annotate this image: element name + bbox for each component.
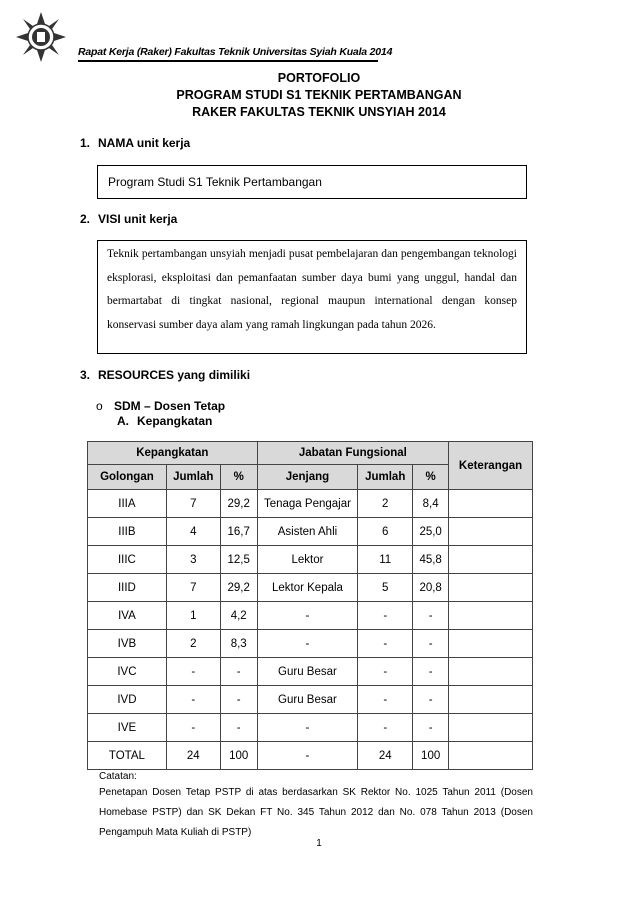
table-cell [449,630,533,658]
page-header [14,10,393,65]
table-cell: IIIB [88,518,167,546]
table-cell [449,714,533,742]
unit-name-value: Program Studi S1 Teknik Pertambangan [108,175,322,189]
title-line-1: PORTOFOLIO [277,71,361,85]
kepangkatan-heading [117,414,212,428]
table-cell: 1 [166,602,220,630]
table-cell: 24 [166,742,220,770]
table-cell: - [220,658,257,686]
section-1-number: 1. [80,136,91,150]
table-cell: Guru Besar [257,686,358,714]
table-cell: - [166,686,220,714]
table-cell: 2 [166,630,220,658]
table-row [88,518,533,546]
header-text: Rapat Kerja (Raker) Fakultas Teknik Universitas Syiah Kuala 2014 [78,46,393,58]
table-cell [449,546,533,574]
unit-name-box [97,165,527,199]
table-row [88,602,533,630]
table-cell: 7 [166,490,220,518]
section-2-label: VISI unit kerja [98,212,178,226]
table-cell: IVC [88,658,167,686]
section-1-label: NAMA unit kerja [98,136,191,150]
kepangkatan-label: Kepangkatan [137,414,213,428]
header-kepangkatan: Kepangkatan [88,442,258,465]
table-cell [449,518,533,546]
header-jumlah-jenjang: Jumlah [358,465,413,490]
table-cell [449,686,533,714]
table-cell: 5 [358,574,413,602]
table-cell: 29,2 [220,574,257,602]
notes-text: Penetapan Dosen Tetap PSTP di atas berdasarkan SK Rektor No. 1025 Tahun 2011 (Dosen Homebase PSTP) dan SK Dekan FT No. 345 Tahun 2012 dan No. 078 Tahun 2013 (Dosen Pengampuh Mata Kuliah di PSTP) [99,787,533,838]
section-3-number: 3. [80,368,91,382]
sdm-bullet: o [96,399,103,413]
section-1-heading [80,136,190,150]
table-row-total [88,742,533,770]
page-number: 1 [316,838,322,849]
table-row [88,630,533,658]
table-cell: - [413,714,449,742]
table-cell: 29,2 [220,490,257,518]
table-cell [449,742,533,770]
table-row [88,686,533,714]
header-jabatan-fungsional: Jabatan Fungsional [257,442,448,465]
table-cell: 100 [220,742,257,770]
section-3-label: RESOURCES yang dimiliki [98,368,251,382]
kepangkatan-number: A. [117,414,129,428]
header-keterangan: Keterangan [449,442,533,490]
title-line-2: PROGRAM STUDI S1 TEKNIK PERTAMBANGAN [176,88,462,102]
table-cell: Lektor [257,546,358,574]
section-2-number: 2. [80,212,91,226]
table-cell: Tenaga Pengajar [257,490,358,518]
header-rule [78,60,378,62]
table-cell: - [257,630,358,658]
notes-block [99,770,533,843]
header-jumlah-golongan: Jumlah [166,465,220,490]
title-line-3: RAKER FAKULTAS TEKNIK UNSYIAH 2014 [192,105,446,119]
dosen-tetap-table [87,441,533,770]
university-seal-icon [14,10,68,64]
table-row [88,574,533,602]
table-cell: Lektor Kepala [257,574,358,602]
table-cell: - [413,686,449,714]
table-cell [449,658,533,686]
vision-box [97,240,527,354]
sdm-heading [96,399,225,413]
table-cell: - [358,686,413,714]
table-cell: - [166,714,220,742]
table-cell: 25,0 [413,518,449,546]
table-body [88,490,533,770]
table-cell: 12,5 [220,546,257,574]
table-cell: - [166,658,220,686]
table-cell: IVA [88,602,167,630]
table-cell: 4 [166,518,220,546]
table-cell: TOTAL [88,742,167,770]
table-cell: 20,8 [413,574,449,602]
table-cell: Asisten Ahli [257,518,358,546]
table-cell: - [257,742,358,770]
table-cell: IVE [88,714,167,742]
sdm-label: SDM – Dosen Tetap [114,399,226,413]
notes-title: Catatan: [99,771,137,782]
table-cell: IIIA [88,490,167,518]
table-cell: 8,4 [413,490,449,518]
table-cell: IIIC [88,546,167,574]
table-row [88,490,533,518]
table-cell: 8,3 [220,630,257,658]
table-cell: IIID [88,574,167,602]
table-row [88,546,533,574]
header-jenjang: Jenjang [257,465,358,490]
header-persen-jenjang: % [413,465,449,490]
table-cell: - [220,714,257,742]
table-cell [449,574,533,602]
section-2-heading [80,212,177,226]
table-cell: 2 [358,490,413,518]
header-persen-golongan: % [220,465,257,490]
table-cell: - [413,602,449,630]
table-cell [449,602,533,630]
table-cell: IVD [88,686,167,714]
header-golongan: Golongan [88,465,167,490]
table-cell [449,490,533,518]
table-cell: - [257,602,358,630]
table-row [88,714,533,742]
table-cell: Guru Besar [257,658,358,686]
table-row [88,658,533,686]
table-cell: 100 [413,742,449,770]
table-cell: - [220,686,257,714]
table-cell: - [257,714,358,742]
table-cell: - [358,658,413,686]
section-3-heading [80,368,250,382]
table-cell: 6 [358,518,413,546]
table-cell: - [413,658,449,686]
table-cell: - [413,630,449,658]
table-cell: 11 [358,546,413,574]
table-cell: 4,2 [220,602,257,630]
vision-text: Teknik pertambangan unsyiah menjadi pusat pembelajaran dan pengembangan teknologi eksplorasi, eksploitasi dan pemanfaatan sumber daya bumi yang unggul, handal dan bermartabat di tingkat nasional, regional maupun international dengan konsep konservasi sumber daya alam yang ramah lingkungan pada tahun 2026. [107,248,517,331]
table-cell: 7 [166,574,220,602]
table-cell: - [358,714,413,742]
table-cell: - [358,602,413,630]
table-cell: 24 [358,742,413,770]
table-cell: 45,8 [413,546,449,574]
document-title-block [0,70,638,121]
table-cell: 3 [166,546,220,574]
table-cell: - [358,630,413,658]
table-cell: IVB [88,630,167,658]
table-cell: 16,7 [220,518,257,546]
